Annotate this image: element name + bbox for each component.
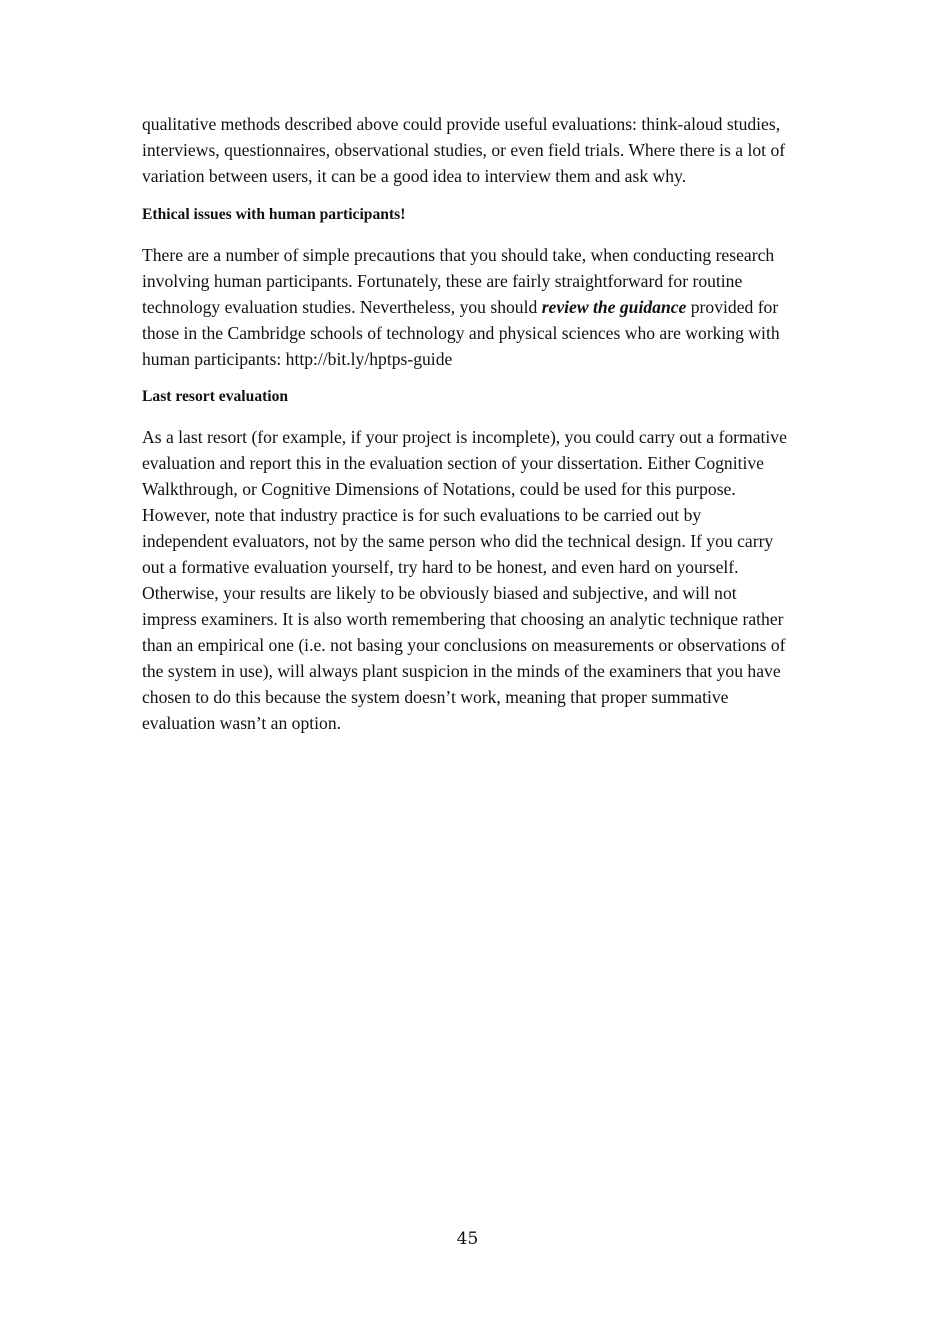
paragraph-ethical-text-end: provided for those in the Cambridge schools of technology and physical sciences who are working with human participants: http://bit.ly/hptps-guide: [142, 297, 780, 369]
page-body: [142, 111, 837, 736]
heading-last-resort: Last resort evaluation: [142, 388, 289, 405]
page-number: 45: [456, 1229, 479, 1249]
paragraph-ethical-precautions: [142, 242, 837, 372]
review-guidance-emphasis: review the guidance: [541, 297, 687, 317]
paragraph-ethical-text-start: There are a number of simple precautions that you should take, when conducting research involving human participants. Fortunately, these are fairly straightforward for routine technology evaluation studies. Nevertheless, you should: [142, 245, 775, 317]
paragraph-last-resort: As a last resort (for example, if your project is incomplete), you could carry out a formative evaluation and report this in the evaluation section of your dissertation. Either Cognitive Walkthrough, or Cognitive Dimensions of Notations, could be used for this purpose. However, note that industry practice is for such evaluations to be carried out by independent evaluators, not by the same person who did the technical design. If you carry out a formative evaluation yourself, try hard to be honest, and even hard on yourself. Otherwise, your results are likely to be obviously biased and subjective, and will not impress examiners. It is also worth remembering that choosing an analytic technique rather than an empirical one (i.e. not basing your conclusions on measurements or observations of the system in use), will always plant suspicion in the minds of the examiners that you have chosen to do this because the system doesn’t work, meaning that proper summative evaluation wasn’t an option.: [142, 427, 787, 733]
heading-ethical-issues: Ethical issues with human participants!: [142, 206, 406, 223]
paragraph-qualitative-methods: qualitative methods described above could provide useful evaluations: think-aloud studies, interviews, questionnaires, observational studies, or even field trials. Where there is a lot of variation between users, it can be a good idea to interview them and ask why.: [142, 114, 786, 186]
